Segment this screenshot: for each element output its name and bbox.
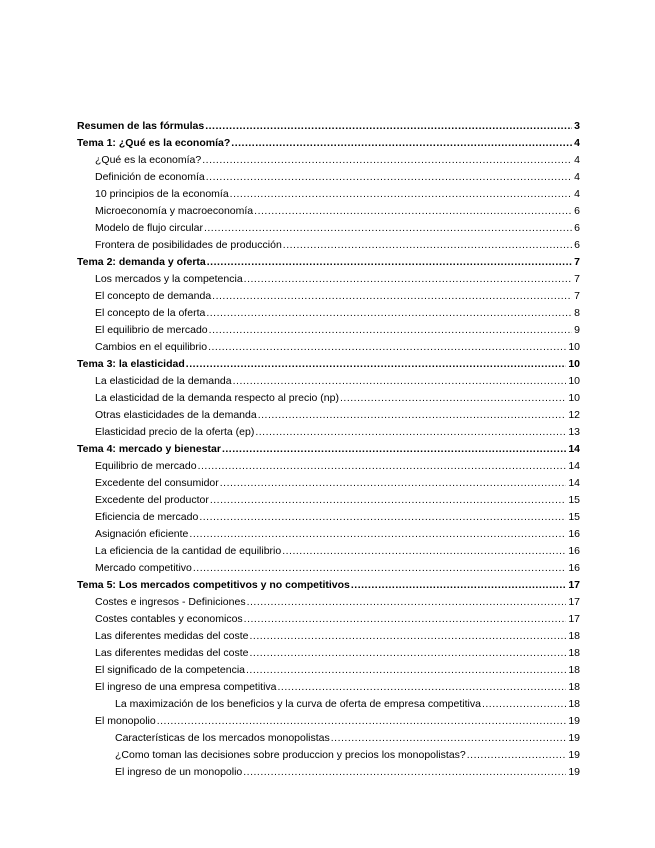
toc-entry-page: 10 <box>568 375 580 387</box>
toc-entry-title: La elasticidad de la demanda <box>95 375 232 387</box>
toc-entry[interactable] <box>77 526 580 543</box>
toc-entry-page: 16 <box>568 528 580 540</box>
dot-leader <box>250 628 567 645</box>
toc-entry-title: El monopolio <box>95 715 156 727</box>
toc-entry-page: 16 <box>568 545 580 557</box>
toc-entry-title: 10 principios de la economía <box>95 188 229 200</box>
toc-entry-title: ¿Como toman las decisiones sobre produccion y precios los monopolistas? <box>115 749 466 761</box>
toc-entry[interactable] <box>77 662 580 679</box>
toc-entry-page: 4 <box>574 137 580 149</box>
toc-entry[interactable] <box>77 118 580 135</box>
toc-entry[interactable] <box>77 305 580 322</box>
dot-leader <box>186 356 567 373</box>
toc-entry[interactable] <box>77 492 580 509</box>
toc-entry-title: Las diferentes medidas del coste <box>95 630 249 642</box>
toc-entry[interactable] <box>77 135 580 152</box>
toc-entry[interactable] <box>77 237 580 254</box>
dot-leader <box>206 305 572 322</box>
dot-leader <box>231 135 572 152</box>
toc-entry-page: 8 <box>574 307 580 319</box>
toc-entry-title: Características de los mercados monopolistas <box>115 732 330 744</box>
toc-entry[interactable] <box>77 458 580 475</box>
toc-entry[interactable] <box>77 407 580 424</box>
toc-entry[interactable] <box>77 203 580 220</box>
toc-entry-title: Modelo de flujo circular <box>95 222 203 234</box>
dot-leader <box>222 441 566 458</box>
toc-entry[interactable] <box>77 628 580 645</box>
toc-entry-title: ¿Qué es la economía? <box>95 154 202 166</box>
toc-entry[interactable] <box>77 322 580 339</box>
toc-entry[interactable] <box>77 594 580 611</box>
toc-entry-page: 13 <box>568 426 580 438</box>
toc-entry-title: Costes contables y economicos <box>95 613 243 625</box>
dot-leader <box>250 645 567 662</box>
toc-entry-title: El concepto de la oferta <box>95 307 206 319</box>
toc-entry[interactable] <box>77 645 580 662</box>
toc-entry-title: Las diferentes medidas del coste <box>95 647 249 659</box>
toc-entry-page: 6 <box>574 205 580 217</box>
toc-entry[interactable] <box>77 696 580 713</box>
dot-leader <box>244 271 573 288</box>
toc-entry-title: Otras elasticidades de la demanda <box>95 409 257 421</box>
toc-entry-page: 18 <box>568 664 580 676</box>
toc-entry-page: 3 <box>574 120 580 132</box>
toc-entry-title: El ingreso de un monopolio <box>115 766 243 778</box>
toc-entry-title: El ingreso de una empresa competitiva <box>95 681 277 693</box>
toc-entry[interactable] <box>77 424 580 441</box>
toc-entry-page: 6 <box>574 239 580 251</box>
dot-leader <box>254 203 572 220</box>
toc-entry[interactable] <box>77 356 580 373</box>
dot-leader <box>193 560 566 577</box>
toc-entry-page: 17 <box>568 579 580 591</box>
dot-leader <box>246 662 566 679</box>
dot-leader <box>207 254 572 271</box>
toc-entry[interactable] <box>77 713 580 730</box>
toc-entry[interactable] <box>77 543 580 560</box>
toc-entry-title: Microeconomía y macroeconomía <box>95 205 254 217</box>
toc-entry-page: 9 <box>574 324 580 336</box>
dot-leader <box>282 543 566 560</box>
dot-leader <box>255 424 566 441</box>
toc-entry-title: Tema 1: ¿Qué es la economía? <box>77 137 231 149</box>
toc-entry[interactable] <box>77 611 580 628</box>
table-of-contents <box>77 118 580 781</box>
toc-entry-page: 17 <box>568 613 580 625</box>
toc-entry-title: La eficiencia de la cantidad de equilibrio <box>95 545 282 557</box>
toc-entry-page: 18 <box>568 681 580 693</box>
toc-entry-title: Asignación eficiente <box>95 528 189 540</box>
dot-leader <box>482 696 566 713</box>
toc-entry-title: Resumen de las fórmulas <box>77 120 205 132</box>
toc-entry[interactable] <box>77 509 580 526</box>
toc-entry[interactable] <box>77 747 580 764</box>
dot-leader <box>198 458 567 475</box>
toc-entry-page: 16 <box>568 562 580 574</box>
toc-entry[interactable] <box>77 560 580 577</box>
dot-leader <box>233 373 567 390</box>
dot-leader <box>351 577 566 594</box>
toc-entry-title: Mercado competitivo <box>95 562 192 574</box>
dot-leader <box>244 611 567 628</box>
toc-entry-page: 17 <box>568 596 580 608</box>
dot-leader <box>467 747 567 764</box>
dot-leader <box>331 730 567 747</box>
toc-entry-title: La maximización de los beneficios y la curva de oferta de empresa competitiva <box>115 698 481 710</box>
toc-entry-page: 4 <box>574 154 580 166</box>
toc-entry-title: El equilibrio de mercado <box>95 324 208 336</box>
toc-entry-page: 19 <box>568 766 580 778</box>
toc-entry-page: 4 <box>574 188 580 200</box>
dot-leader <box>258 407 567 424</box>
toc-entry-title: Cambios en el equilibrio <box>95 341 208 353</box>
dot-leader <box>210 492 566 509</box>
toc-entry-page: 7 <box>574 256 580 268</box>
dot-leader <box>247 594 567 611</box>
toc-entry-page: 15 <box>568 494 580 506</box>
dot-leader <box>199 509 566 526</box>
toc-entry[interactable] <box>77 288 580 305</box>
dot-leader <box>278 679 567 696</box>
toc-entry-title: La elasticidad de la demanda respecto al precio (np) <box>95 392 339 404</box>
dot-leader <box>212 288 572 305</box>
toc-entry-title: Frontera de posibilidades de producción <box>95 239 282 251</box>
dot-leader <box>220 475 567 492</box>
dot-leader <box>202 152 572 169</box>
toc-entry[interactable] <box>77 577 580 594</box>
toc-entry-page: 14 <box>568 460 580 472</box>
toc-entry-title: Excedente del consumidor <box>95 477 219 489</box>
toc-entry-title: Tema 2: demanda y oferta <box>77 256 206 268</box>
dot-leader <box>157 713 567 730</box>
toc-entry[interactable] <box>77 679 580 696</box>
toc-entry-page: 10 <box>568 341 580 353</box>
toc-entry-title: Costes e ingresos - Definiciones <box>95 596 246 608</box>
toc-entry-page: 19 <box>568 749 580 761</box>
toc-entry[interactable] <box>77 475 580 492</box>
dot-leader <box>340 390 566 407</box>
toc-entry-title: Tema 3: la elasticidad <box>77 358 185 370</box>
toc-entry-title: Excedente del productor <box>95 494 209 506</box>
toc-entry-title: Eficiencia de mercado <box>95 511 199 523</box>
toc-entry[interactable] <box>77 254 580 271</box>
toc-entry-title: Tema 5: Los mercados competitivos y no competitivos <box>77 579 350 591</box>
toc-entry-page: 18 <box>568 647 580 659</box>
dot-leader <box>243 764 566 781</box>
toc-entry[interactable] <box>77 152 580 169</box>
toc-entry[interactable] <box>77 441 580 458</box>
toc-entry-page: 10 <box>568 392 580 404</box>
toc-entry-page: 12 <box>568 409 580 421</box>
toc-entry-page: 15 <box>568 511 580 523</box>
dot-leader <box>205 118 572 135</box>
dot-leader <box>283 237 572 254</box>
dot-leader <box>189 526 566 543</box>
toc-entry[interactable] <box>77 373 580 390</box>
dot-leader <box>206 169 572 186</box>
toc-entry-page: 7 <box>574 290 580 302</box>
toc-entry-page: 6 <box>574 222 580 234</box>
toc-entry-title: Tema 4: mercado y bienestar <box>77 443 221 455</box>
toc-entry-title: Definición de economía <box>95 171 205 183</box>
toc-entry-title: El concepto de demanda <box>95 290 212 302</box>
toc-entry-title: El significado de la competencia <box>95 664 246 676</box>
toc-entry-title: Elasticidad precio de la oferta (ep) <box>95 426 255 438</box>
toc-entry-page: 19 <box>568 732 580 744</box>
toc-entry[interactable] <box>77 271 580 288</box>
toc-entry[interactable] <box>77 764 580 781</box>
toc-entry[interactable] <box>77 186 580 203</box>
toc-entry-page: 18 <box>568 630 580 642</box>
toc-entry[interactable] <box>77 390 580 407</box>
toc-entry-page: 18 <box>568 698 580 710</box>
toc-entry-page: 10 <box>568 358 580 370</box>
toc-entry-page: 4 <box>574 171 580 183</box>
toc-entry-title: Equilibrio de mercado <box>95 460 197 472</box>
toc-entry-page: 7 <box>574 273 580 285</box>
dot-leader <box>230 186 572 203</box>
toc-entry[interactable] <box>77 220 580 237</box>
toc-entry-title: Los mercados y la competencia <box>95 273 243 285</box>
toc-entry-page: 14 <box>568 477 580 489</box>
toc-entry[interactable] <box>77 730 580 747</box>
toc-entry-page: 14 <box>568 443 580 455</box>
toc-entry[interactable] <box>77 169 580 186</box>
dot-leader <box>204 220 572 237</box>
toc-entry[interactable] <box>77 339 580 356</box>
dot-leader <box>209 322 573 339</box>
dot-leader <box>208 339 566 356</box>
toc-entry-page: 19 <box>568 715 580 727</box>
